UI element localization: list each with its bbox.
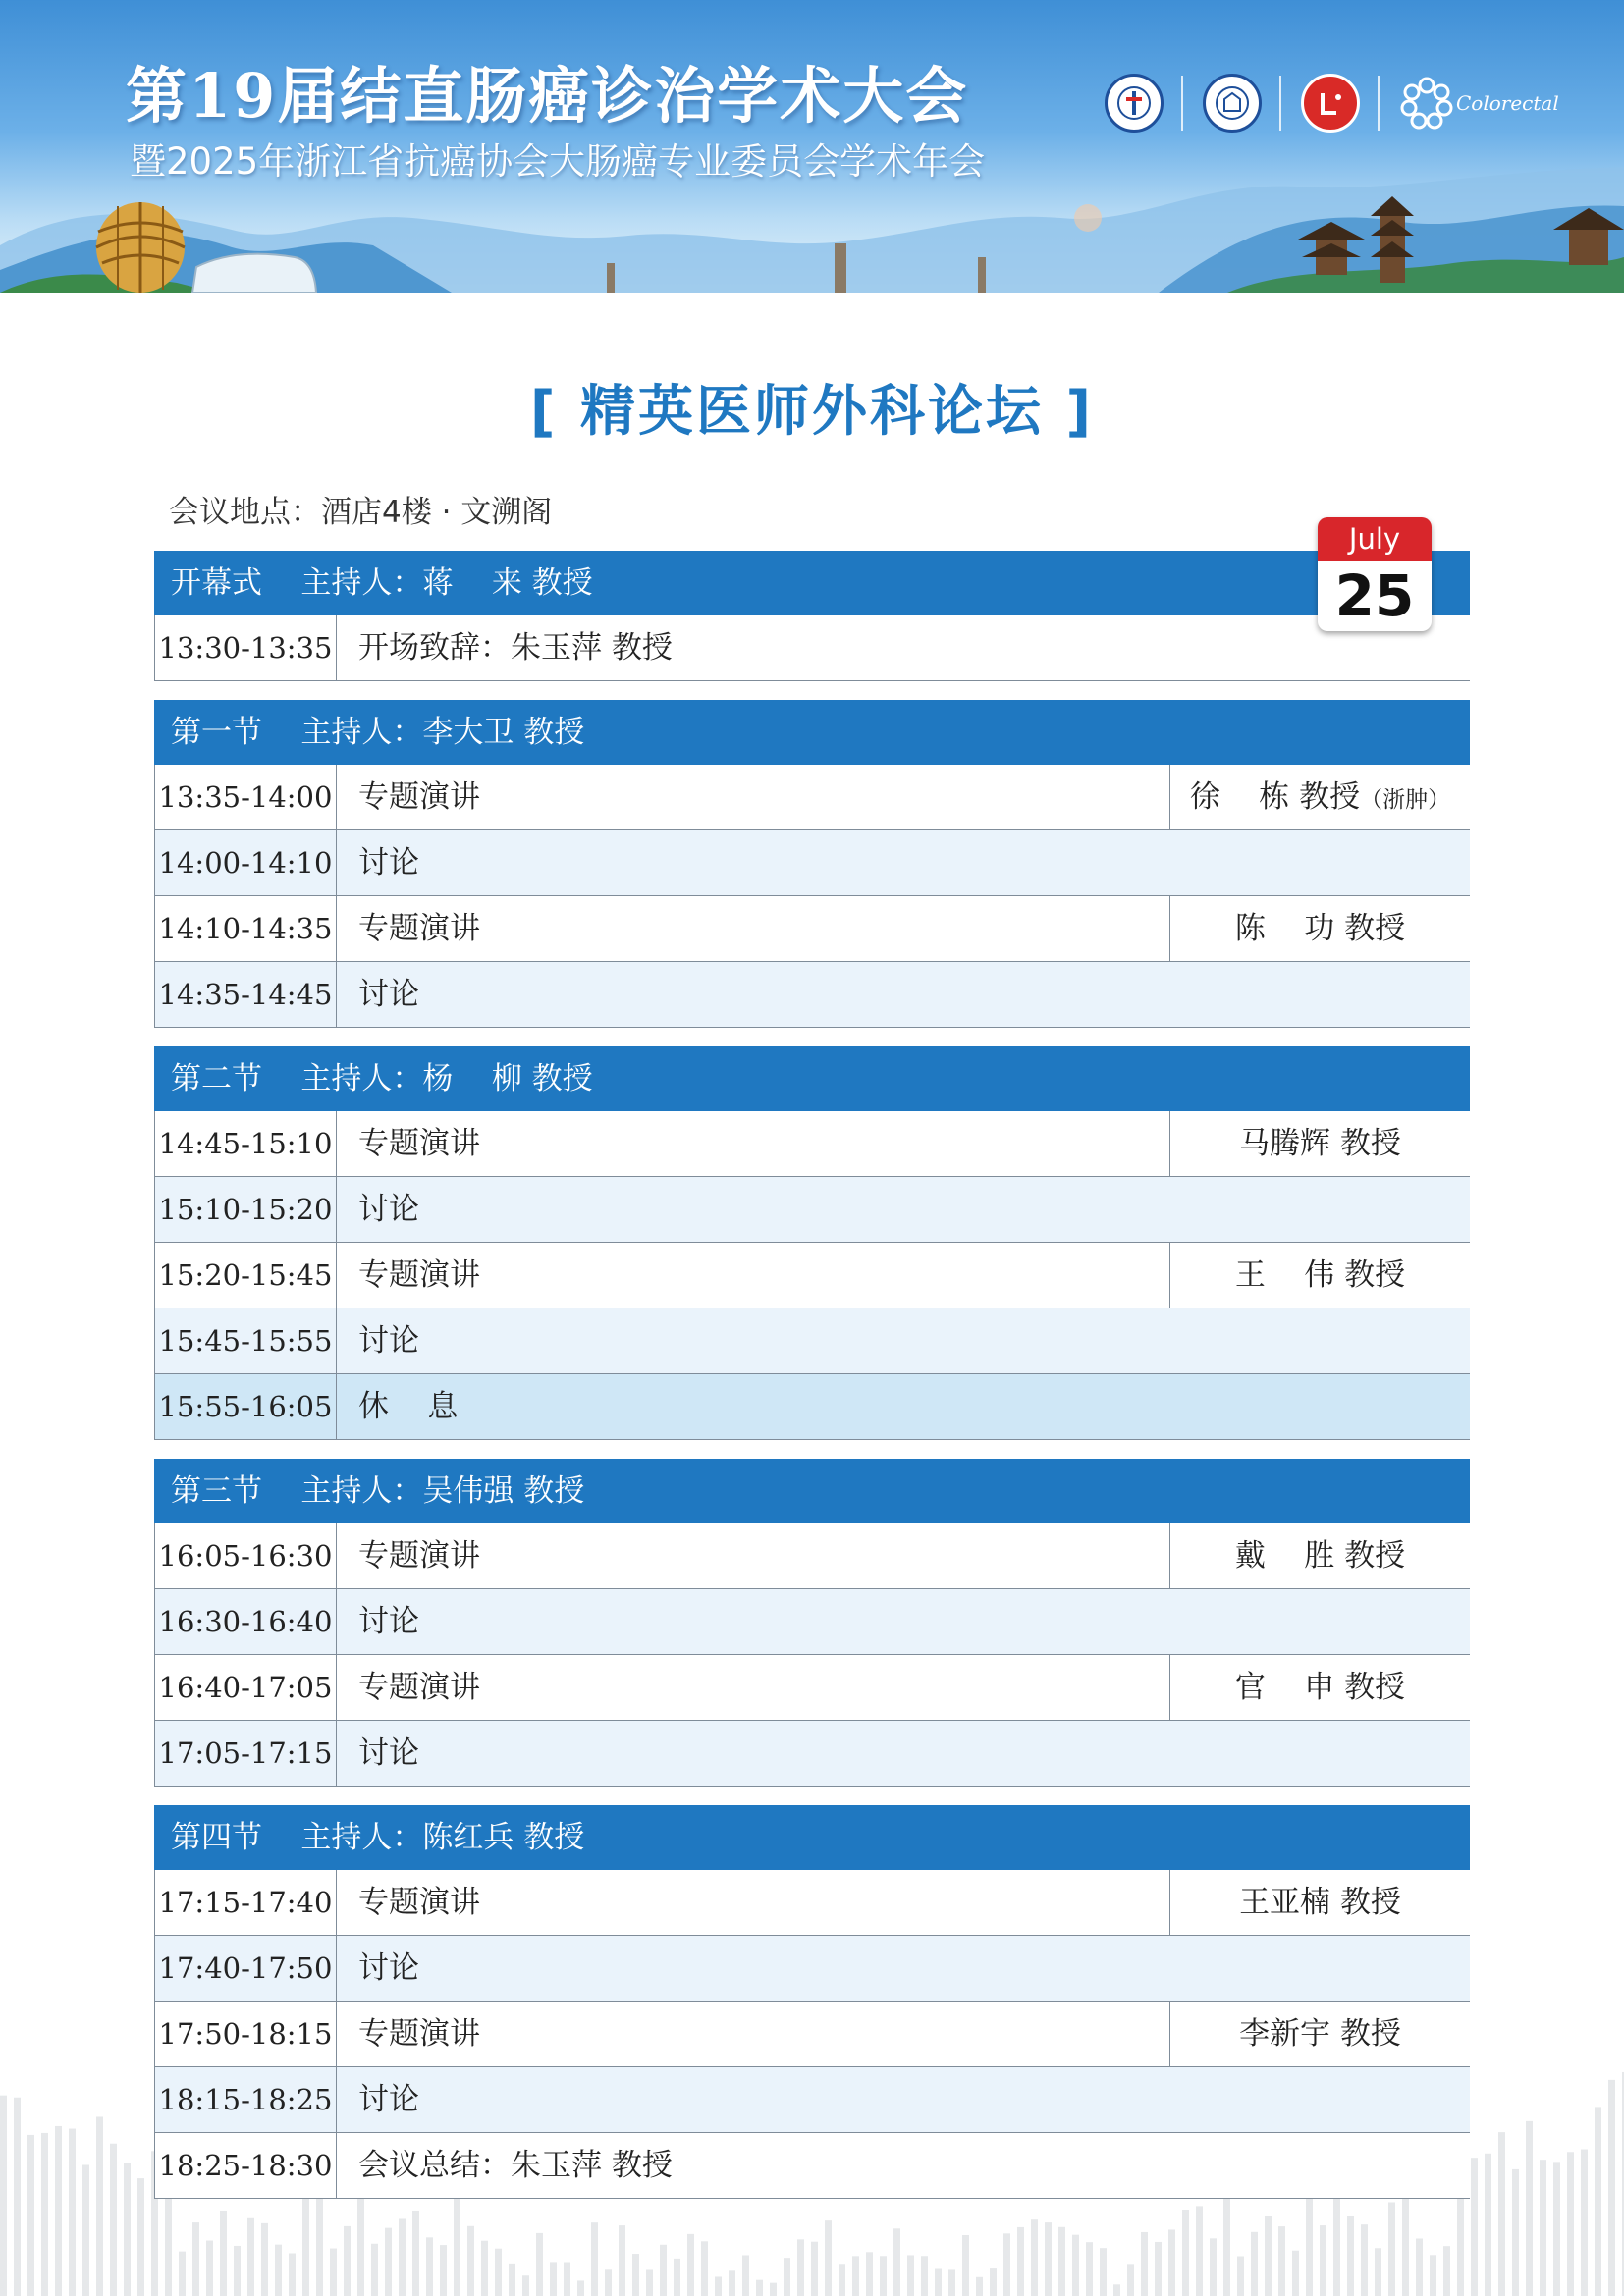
decorative-bar: [1251, 2232, 1258, 2296]
section-gap: [154, 1787, 1470, 1805]
decorative-bar: [674, 2259, 680, 2296]
section-gap: [154, 1028, 1470, 1046]
decorative-bar: [962, 2235, 969, 2296]
session-time: 15:45-15:55: [154, 1308, 337, 1373]
session-topic: 专题演讲: [358, 911, 480, 946]
decorative-bar: [1045, 2222, 1052, 2296]
schedule-row: [154, 896, 1470, 962]
decorative-bar: [14, 2098, 21, 2296]
decorative-bar: [289, 2253, 296, 2296]
golden-dome-building: [96, 202, 185, 293]
session-topic: 讨论: [358, 1323, 419, 1359]
decorative-bar: [893, 2228, 900, 2296]
decorative-bar: [412, 2211, 419, 2296]
section-header: 第四节 主持人：陈红兵 教授: [154, 1805, 1470, 1870]
decorative-bar: [1100, 2248, 1107, 2296]
decorative-bar: [880, 2256, 887, 2296]
schedule-row: [154, 962, 1470, 1028]
decorative-bar: [1498, 2132, 1505, 2296]
decorative-bar: [302, 2192, 309, 2296]
schedule-row: [154, 830, 1470, 896]
page-title: [ 精英医师外科论坛 ]: [529, 380, 1095, 444]
decorative-bar: [440, 2245, 447, 2296]
decorative-bar: [1471, 2158, 1478, 2296]
speaker-name: 官 申 教授: [1234, 1670, 1406, 1705]
decorative-bar: [192, 2222, 199, 2296]
decorative-bar: [1141, 2232, 1148, 2296]
session-time: 15:20-15:45: [154, 1243, 337, 1308]
decorative-bar: [605, 2269, 612, 2296]
decorative-bar: [55, 2126, 62, 2296]
schedule-row: [154, 1111, 1470, 1177]
session-topic: 专题演讲: [358, 1538, 480, 1574]
decorative-bar: [1526, 2121, 1533, 2296]
session-time: 17:15-17:40: [154, 1870, 337, 1935]
decorative-bar: [1127, 2264, 1134, 2296]
decorative-bar: [27, 2135, 34, 2296]
session-time: 17:05-17:15: [154, 1721, 337, 1786]
decorative-bar: [206, 2241, 213, 2296]
logo-strip: [1105, 71, 1559, 135]
decorative-bar: [1182, 2210, 1189, 2296]
schedule-row: [154, 1523, 1470, 1589]
decorative-bar: [1306, 2189, 1313, 2296]
colorectal-flower-logo-icon: [1399, 76, 1559, 131]
session-topic: 专题演讲: [358, 1885, 480, 1920]
decorative-bar: [948, 2269, 955, 2296]
decorative-bar: [234, 2246, 241, 2296]
speaker-name: 陈 功 教授: [1234, 911, 1406, 946]
decorative-bar: [261, 2223, 268, 2296]
schedule-row: [154, 2067, 1470, 2133]
decorative-bar: [82, 2165, 89, 2296]
decorative-bar: [536, 2233, 543, 2296]
decorative-bar: [660, 2245, 667, 2296]
decorative-bar: [1388, 2202, 1395, 2296]
session-speaker: [1169, 1243, 1470, 1308]
speaker-affiliation: （浙肿）: [1360, 787, 1451, 813]
brand-logo-icon: [1301, 74, 1360, 133]
decorative-bar: [1196, 2206, 1203, 2296]
decorative-bar: [852, 2256, 859, 2296]
schedule-row: [154, 1870, 1470, 1936]
session-speaker: [1169, 1655, 1470, 1720]
schedule-table: [154, 551, 1470, 2199]
decorative-bar: [1416, 2238, 1423, 2296]
decorative-bar: [1430, 2255, 1436, 2296]
decorative-bar: [344, 2226, 351, 2296]
schedule-row: [154, 1308, 1470, 1374]
decorative-bar: [522, 2275, 529, 2296]
schedule-row: [154, 1936, 1470, 2002]
decorative-bar: [385, 2228, 392, 2296]
session-speaker: [1169, 1870, 1470, 1935]
decorative-bar: [1223, 2191, 1230, 2296]
decorative-bar: [1443, 2246, 1450, 2296]
session-topic: 专题演讲: [358, 1670, 480, 1705]
speaker-name: 马腾辉 教授: [1239, 1126, 1401, 1161]
session-speaker: [1169, 765, 1470, 829]
decorative-bar: [1485, 2154, 1491, 2296]
logo-divider: [1378, 76, 1380, 131]
decorative-bar: [69, 2129, 76, 2296]
decorative-bar: [1210, 2238, 1217, 2296]
decorative-bar: [756, 2280, 763, 2296]
decorative-bar: [371, 2244, 378, 2296]
speaker-name: 李新宇 教授: [1239, 2016, 1401, 2052]
decorative-bar: [839, 2264, 845, 2296]
decorative-bar: [1292, 2251, 1299, 2296]
section-header: 开幕式 主持人：蒋 来 教授: [154, 551, 1470, 615]
schedule-row: [154, 1374, 1470, 1440]
decorative-bar: [591, 2222, 598, 2296]
decorative-bar: [1168, 2229, 1175, 2296]
session-speaker: [1169, 896, 1470, 961]
decorative-bar: [1031, 2219, 1038, 2296]
session-topic: 讨论: [358, 845, 419, 881]
decorative-bar: [1567, 2152, 1574, 2296]
decorative-bar: [811, 2242, 818, 2296]
decorative-bar: [1375, 2248, 1381, 2296]
logo-divider: [1279, 76, 1281, 131]
schedule-row: [154, 1721, 1470, 1787]
decorative-bar: [110, 2144, 117, 2296]
association-logo-icon: [1105, 74, 1164, 133]
session-time: 18:15-18:25: [154, 2067, 337, 2132]
decorative-bar: [784, 2258, 790, 2296]
session-time: 14:45-15:10: [154, 1111, 337, 1176]
schedule-row: [154, 1177, 1470, 1243]
decorative-bar: [399, 2218, 406, 2296]
decorative-bar: [454, 2189, 460, 2296]
decorative-bar: [220, 2211, 227, 2296]
session-time: 13:30-13:35: [154, 615, 337, 680]
session-topic: 专题演讲: [358, 779, 480, 815]
decorative-bar: [770, 2283, 777, 2296]
decorative-bar: [619, 2225, 625, 2296]
schedule-row: [154, 2133, 1470, 2199]
conference-subtitle: 暨2025年浙江省抗癌协会大肠癌专业委员会学术年会: [130, 140, 986, 183]
speaker-name: 戴 胜 教授: [1234, 1538, 1406, 1574]
decorative-bar: [1086, 2242, 1093, 2296]
decorative-bar: [330, 2249, 337, 2296]
decorative-bar: [1320, 2225, 1326, 2296]
session-time: 16:05-16:30: [154, 1523, 337, 1588]
session-time: 16:30-16:40: [154, 1589, 337, 1654]
session-topic: 开场致辞：朱玉萍 教授: [358, 630, 673, 666]
session-topic: 专题演讲: [358, 1257, 480, 1293]
decorative-bar: [550, 2262, 557, 2296]
decorative-bar: [990, 2268, 997, 2296]
date-badge-month: July: [1318, 517, 1432, 561]
session-topic: 会议总结：朱玉萍 教授: [358, 2148, 673, 2183]
schedule-row: [154, 765, 1470, 830]
session-time: 17:50-18:15: [154, 2002, 337, 2066]
session-topic: 讨论: [358, 977, 419, 1012]
venue-text: 会议地点：酒店4楼 · 文溯阁: [169, 495, 553, 530]
decorative-bar: [1265, 2216, 1272, 2296]
decorative-bar: [1347, 2216, 1354, 2296]
session-time: 14:00-14:10: [154, 830, 337, 895]
decorative-bar: [467, 2226, 474, 2296]
session-speaker: [1169, 2002, 1470, 2066]
decorative-bar: [357, 2191, 364, 2296]
university-logo-icon: [1203, 74, 1262, 133]
decorative-bar: [921, 2256, 928, 2296]
decorative-bar: [742, 2255, 749, 2296]
decorative-bar: [976, 2277, 983, 2296]
decorative-bar: [866, 2252, 873, 2296]
decorative-bar: [1512, 2169, 1519, 2296]
decorative-bar: [797, 2239, 804, 2296]
section-header: 第三节 主持人：吴伟强 教授: [154, 1459, 1470, 1523]
session-time: 14:35-14:45: [154, 962, 337, 1027]
speaker-name: 王 伟 教授: [1234, 1257, 1406, 1293]
session-topic: 讨论: [358, 1604, 419, 1639]
decorative-bar: [632, 2254, 639, 2296]
decorative-bar: [687, 2234, 694, 2296]
speaker-name: 王亚楠 教授: [1239, 1885, 1401, 1920]
section-gap: [154, 1440, 1470, 1459]
session-topic: 讨论: [358, 2082, 419, 2117]
logo-divider: [1181, 76, 1183, 131]
session-speaker: [1169, 1523, 1470, 1588]
section-header: 第二节 主持人：杨 柳 教授: [154, 1046, 1470, 1111]
session-time: 17:40-17:50: [154, 1936, 337, 2001]
schedule-row: [154, 1589, 1470, 1655]
decorative-bar: [564, 2262, 570, 2296]
decorative-bar: [179, 2252, 186, 2296]
decorative-bar: [1072, 2235, 1079, 2296]
decorative-bar: [1595, 2107, 1601, 2296]
decorative-bar: [124, 2163, 131, 2296]
decorative-bar: [1581, 2150, 1588, 2296]
decorative-bar: [646, 2269, 653, 2296]
session-time: 15:10-15:20: [154, 1177, 337, 1242]
session-time: 14:10-14:35: [154, 896, 337, 961]
decorative-bar: [1361, 2224, 1368, 2296]
decorative-bar: [715, 2276, 722, 2296]
schedule-row: [154, 2002, 1470, 2067]
decorative-bar: [935, 2269, 942, 2296]
decorative-bar: [247, 2218, 254, 2296]
date-badge-day: 25: [1334, 562, 1415, 629]
decorative-bar: [316, 2190, 323, 2296]
decorative-bar: [1333, 2197, 1340, 2296]
decorative-bar: [907, 2255, 914, 2296]
decorative-bar: [1402, 2195, 1409, 2296]
section-header: 第一节 主持人：李大卫 教授: [154, 700, 1470, 765]
schedule-row: [154, 1243, 1470, 1308]
section-gap: [154, 681, 1470, 700]
decorative-bar: [481, 2241, 488, 2296]
date-badge: [1318, 517, 1432, 631]
decorative-bar: [96, 2116, 103, 2296]
session-topic: 休 息: [358, 1389, 459, 1424]
decorative-bar: [729, 2270, 735, 2296]
session-topic: 讨论: [358, 1735, 419, 1771]
session-time: 13:35-14:00: [154, 765, 337, 829]
decorative-bar: [41, 2133, 48, 2296]
session-topic: 专题演讲: [358, 1126, 480, 1161]
decorative-bar: [701, 2241, 708, 2296]
decorative-bar: [1237, 2257, 1244, 2296]
decorative-bar: [137, 2178, 144, 2296]
session-topic: 讨论: [358, 1950, 419, 1986]
decorative-bar: [1017, 2227, 1024, 2296]
decorative-bar: [1278, 2226, 1285, 2296]
session-time: 18:25-18:30: [154, 2133, 337, 2198]
decorative-bar: [1608, 2080, 1615, 2296]
session-topic: 专题演讲: [358, 2016, 480, 2052]
header-banner: [0, 0, 1624, 293]
decorative-bar: [1003, 2233, 1010, 2296]
session-time: 15:55-16:05: [154, 1374, 337, 1439]
colorectal-logo-text: Colorectal: [1456, 91, 1559, 115]
conference-title: 第19届结直肠癌诊治学术大会: [126, 60, 969, 132]
speaker-name: 徐 栋 教授: [1189, 779, 1361, 815]
decorative-bar: [825, 2220, 832, 2296]
session-topic: 讨论: [358, 1192, 419, 1227]
decorative-bar: [577, 2280, 584, 2296]
decorative-bar: [1058, 2227, 1065, 2296]
schedule-row: [154, 615, 1470, 681]
decorative-bar: [0, 2096, 7, 2296]
schedule-row: [154, 1655, 1470, 1721]
session-speaker: [1169, 1111, 1470, 1176]
decorative-bar: [426, 2237, 433, 2296]
decorative-bar: [1155, 2242, 1162, 2296]
decorative-bar: [1113, 2284, 1120, 2296]
decorative-bar: [1540, 2160, 1546, 2296]
decorative-bar: [1553, 2162, 1560, 2296]
session-time: 16:40-17:05: [154, 1655, 337, 1720]
decorative-bar: [509, 2264, 515, 2296]
decorative-bar: [275, 2245, 282, 2296]
decorative-bar: [495, 2249, 502, 2296]
